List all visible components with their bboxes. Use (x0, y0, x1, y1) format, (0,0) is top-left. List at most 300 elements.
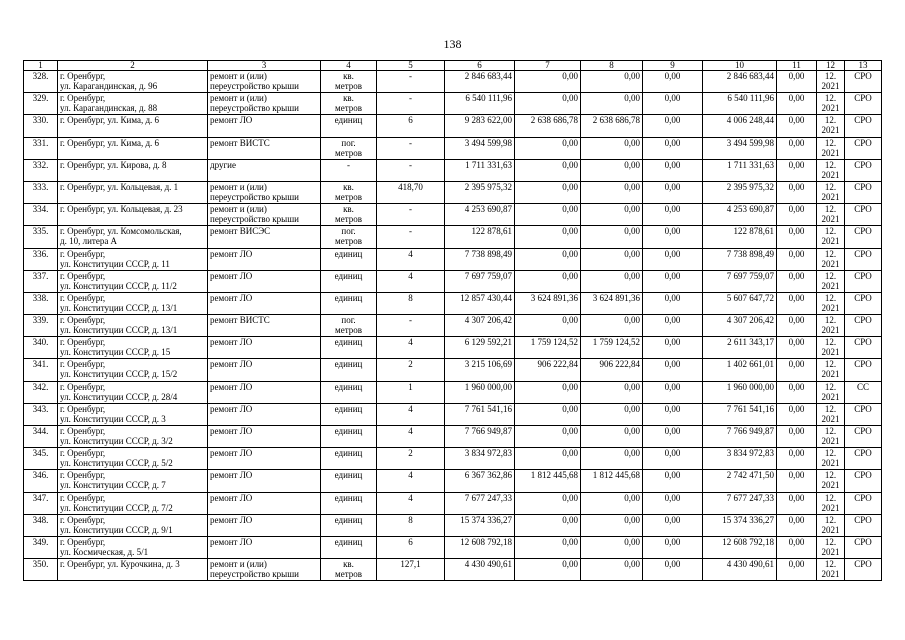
table-cell: 334. (24, 204, 58, 226)
table-cell: 338. (24, 292, 58, 314)
table-cell: 0,00 (777, 359, 817, 381)
table-cell: ремонт ЛО (208, 470, 321, 492)
table-cell: 12. 2021 (817, 292, 845, 314)
table-cell: 0,00 (777, 514, 817, 536)
table-cell: 328. (24, 71, 58, 93)
column-header: 6 (445, 61, 515, 71)
table-cell: 12. 2021 (817, 337, 845, 359)
table-cell: 0,00 (515, 381, 581, 403)
table-cell: 0,00 (777, 270, 817, 292)
table-row (24, 514, 882, 536)
table-cell: 348. (24, 514, 58, 536)
table-row (24, 292, 882, 314)
table-cell: 12. 2021 (817, 115, 845, 137)
table-cell: СРО (845, 359, 882, 381)
table-cell: 0,00 (581, 559, 643, 581)
table-cell: г. Оренбург, ул. Комсомольская, д. 10, литера А (58, 226, 208, 248)
table-row (24, 403, 882, 425)
table-cell: г. Оренбург, ул. Кольцевая, д. 23 (58, 204, 208, 226)
table-cell: г. Оренбург, ул. Конституции СССР, д. 28/4 (58, 381, 208, 403)
table-row (24, 93, 882, 115)
table-cell: 0,00 (581, 71, 643, 93)
table-cell: г. Оренбург, ул. Космическая, д. 5/1 (58, 536, 208, 558)
table-cell: 332. (24, 159, 58, 181)
table-cell: 341. (24, 359, 58, 381)
table-cell: 4 307 206,42 (703, 315, 777, 337)
table-cell: 0,00 (777, 248, 817, 270)
table-row (24, 204, 882, 226)
table-cell: 7 766 949,87 (445, 426, 515, 448)
table-cell: 7 738 898,49 (445, 248, 515, 270)
table-cell: 0,00 (777, 337, 817, 359)
table-cell: 0,00 (643, 226, 703, 248)
table-cell: 0,00 (515, 137, 581, 159)
table-cell: СРО (845, 403, 882, 425)
table-cell: 12. 2021 (817, 248, 845, 270)
table-cell: 2 (377, 448, 445, 470)
table-cell: 906 222,84 (581, 359, 643, 381)
table-cell: 0,00 (643, 137, 703, 159)
table-row (24, 71, 882, 93)
table-cell: СРО (845, 248, 882, 270)
table-cell: 0,00 (515, 448, 581, 470)
table-cell: 1 402 661,01 (703, 359, 777, 381)
table-cell: 346. (24, 470, 58, 492)
table-cell: 2 846 683,44 (445, 71, 515, 93)
table-cell: г. Оренбург, ул. Конституции СССР, д. 15/2 (58, 359, 208, 381)
table-cell: 127,1 (377, 559, 445, 581)
table-cell: ремонт и (или) переустройство крыши (208, 71, 321, 93)
table-cell: ремонт и (или) переустройство крыши (208, 559, 321, 581)
table-cell: СРО (845, 137, 882, 159)
table-cell: СРО (845, 559, 882, 581)
table-cell: 0,00 (777, 315, 817, 337)
table-cell: единиц (321, 359, 377, 381)
table-cell: 4 (377, 426, 445, 448)
table-cell: СРО (845, 514, 882, 536)
table-cell: СРО (845, 536, 882, 558)
table-cell: ремонт ЛО (208, 448, 321, 470)
table-cell: г. Оренбург, ул. Конституции СССР, д. 11/2 (58, 270, 208, 292)
table-cell: 12. 2021 (817, 315, 845, 337)
table-row (24, 448, 882, 470)
table-cell: 1 711 331,63 (703, 159, 777, 181)
table-cell: 0,00 (777, 381, 817, 403)
table-cell: 7 766 949,87 (703, 426, 777, 448)
table-cell: 0,00 (581, 204, 643, 226)
table-cell: 0,00 (515, 93, 581, 115)
table-cell: 0,00 (643, 403, 703, 425)
table-cell: 0,00 (515, 226, 581, 248)
table-cell: 3 215 106,69 (445, 359, 515, 381)
table-cell: 7 738 898,49 (703, 248, 777, 270)
table-cell: 6 540 111,96 (703, 93, 777, 115)
table-row (24, 181, 882, 203)
page-number: 138 (443, 37, 462, 51)
table-cell: 0,00 (515, 270, 581, 292)
table-cell: 906 222,84 (515, 359, 581, 381)
column-header: 3 (208, 61, 321, 71)
table-cell: 0,00 (643, 93, 703, 115)
table-row (24, 137, 882, 159)
table-cell: единиц (321, 426, 377, 448)
table-cell: 1 759 124,52 (581, 337, 643, 359)
table-cell: 2 742 471,50 (703, 470, 777, 492)
table-cell: 2 (377, 359, 445, 381)
table-cell: 418,70 (377, 181, 445, 203)
table-cell: г. Оренбург, ул. Кирова, д. 8 (58, 159, 208, 181)
table-cell: г. Оренбург, ул. Конституции СССР, д. 7/2 (58, 492, 208, 514)
table-cell: 0,00 (581, 93, 643, 115)
table-cell: 0,00 (515, 536, 581, 558)
table-cell: ремонт ЛО (208, 337, 321, 359)
table-cell: 4 (377, 403, 445, 425)
table-cell: г. Оренбург, ул. Кима, д. 6 (58, 115, 208, 137)
column-header: 4 (321, 61, 377, 71)
table-cell: 0,00 (581, 426, 643, 448)
table-cell: 12. 2021 (817, 204, 845, 226)
table-cell: 0,00 (643, 159, 703, 181)
table-row (24, 536, 882, 558)
table-cell: 4 (377, 337, 445, 359)
table-cell: 0,00 (777, 559, 817, 581)
table-cell: 345. (24, 448, 58, 470)
table-row (24, 426, 882, 448)
table-cell: 0,00 (643, 292, 703, 314)
table-cell: 2 395 975,32 (445, 181, 515, 203)
table-cell: 9 283 622,00 (445, 115, 515, 137)
table-row (24, 115, 882, 137)
table-cell: СРО (845, 115, 882, 137)
table-cell: 4 (377, 470, 445, 492)
column-header: 1 (24, 61, 58, 71)
table-cell: 0,00 (643, 470, 703, 492)
table-cell: г. Оренбург, ул. Конституции СССР, д. 3 (58, 403, 208, 425)
table-cell: СС (845, 381, 882, 403)
table-cell: 0,00 (643, 337, 703, 359)
table-cell: 15 374 336,27 (445, 514, 515, 536)
table-cell: другие (208, 159, 321, 181)
table-cell: 8 (377, 514, 445, 536)
table-cell: 0,00 (777, 470, 817, 492)
table-cell: 349. (24, 536, 58, 558)
table-cell: 0,00 (515, 159, 581, 181)
table-cell: 15 374 336,27 (703, 514, 777, 536)
table-row (24, 470, 882, 492)
table-cell: кв. метров (321, 204, 377, 226)
table-cell: СРО (845, 71, 882, 93)
table-cell: ремонт ЛО (208, 492, 321, 514)
table-cell: г. Оренбург, ул. Конституции СССР, д. 3/2 (58, 426, 208, 448)
table-cell: 340. (24, 337, 58, 359)
table-cell: 0,00 (777, 181, 817, 203)
table-cell: 0,00 (515, 426, 581, 448)
table-cell: 1 711 331,63 (445, 159, 515, 181)
table-cell: СРО (845, 292, 882, 314)
table-cell: 0,00 (515, 492, 581, 514)
table-cell: 6 (377, 536, 445, 558)
table-cell: ремонт и (или) переустройство крыши (208, 204, 321, 226)
table-cell: СРО (845, 470, 882, 492)
table-cell: - (321, 159, 377, 181)
table-cell: СРО (845, 226, 882, 248)
table-cell: ремонт ЛО (208, 359, 321, 381)
table-cell: ремонт ВИСТС (208, 315, 321, 337)
table-cell: 0,00 (581, 137, 643, 159)
table-row (24, 248, 882, 270)
table-cell: пог. метров (321, 226, 377, 248)
table-cell: 1 812 445,68 (515, 470, 581, 492)
table-cell: 4 (377, 270, 445, 292)
table-cell: 0,00 (643, 559, 703, 581)
table-cell: 12. 2021 (817, 448, 845, 470)
table-cell: 0,00 (643, 204, 703, 226)
table-cell: 6 129 592,21 (445, 337, 515, 359)
table-cell: ремонт ЛО (208, 536, 321, 558)
table-cell: 7 697 759,07 (703, 270, 777, 292)
table-cell: 331. (24, 137, 58, 159)
table-cell: - (377, 71, 445, 93)
register-table (23, 60, 882, 581)
table-cell: единиц (321, 270, 377, 292)
table-cell: единиц (321, 514, 377, 536)
table-cell: единиц (321, 492, 377, 514)
table-cell: 0,00 (643, 115, 703, 137)
table-cell: 0,00 (777, 448, 817, 470)
table-cell: 0,00 (515, 204, 581, 226)
table-cell: 6 (377, 115, 445, 137)
table-cell: 2 611 343,17 (703, 337, 777, 359)
table-cell: 4 253 690,87 (703, 204, 777, 226)
column-header: 10 (703, 61, 777, 71)
table-cell: 12. 2021 (817, 536, 845, 558)
table-cell: 0,00 (777, 159, 817, 181)
table-cell: 0,00 (643, 181, 703, 203)
table-cell: г. Оренбург, ул. Конституции СССР, д. 9/1 (58, 514, 208, 536)
table-cell: 344. (24, 426, 58, 448)
table-cell: 0,00 (643, 492, 703, 514)
table-row (24, 492, 882, 514)
table-cell: 12. 2021 (817, 137, 845, 159)
table-cell: 0,00 (581, 270, 643, 292)
table-cell: 1 960 000,00 (445, 381, 515, 403)
table-cell: 0,00 (777, 71, 817, 93)
table-cell: 6 540 111,96 (445, 93, 515, 115)
table-cell: 0,00 (515, 248, 581, 270)
column-header: 13 (845, 61, 882, 71)
table-cell: г. Оренбург, ул. Курочкина, д. 3 (58, 559, 208, 581)
table-cell: 3 624 891,36 (581, 292, 643, 314)
table-cell: 4 (377, 492, 445, 514)
table-cell: 0,00 (581, 403, 643, 425)
table-cell: СРО (845, 492, 882, 514)
table-cell: 336. (24, 248, 58, 270)
table-cell: 329. (24, 93, 58, 115)
table-cell: - (377, 204, 445, 226)
table-cell: 12. 2021 (817, 359, 845, 381)
table-row (24, 315, 882, 337)
table-cell: ремонт ЛО (208, 115, 321, 137)
table-row (24, 159, 882, 181)
table-cell: 122 878,61 (445, 226, 515, 248)
table-cell: 0,00 (643, 248, 703, 270)
table-cell: 12. 2021 (817, 270, 845, 292)
table-cell: ремонт и (или) переустройство крыши (208, 181, 321, 203)
table-cell: 0,00 (515, 315, 581, 337)
table-row (24, 559, 882, 581)
table-cell: 1 812 445,68 (581, 470, 643, 492)
table-cell: кв. метров (321, 181, 377, 203)
table-cell: 0,00 (515, 71, 581, 93)
table-cell: 0,00 (515, 559, 581, 581)
column-header: 7 (515, 61, 581, 71)
column-header: 12 (817, 61, 845, 71)
table-cell: г. Оренбург, ул. Конституции СССР, д. 7 (58, 470, 208, 492)
table-cell: пог. метров (321, 137, 377, 159)
column-header: 8 (581, 61, 643, 71)
table-cell: 12. 2021 (817, 492, 845, 514)
table-cell: единиц (321, 248, 377, 270)
table-cell: 0,00 (777, 403, 817, 425)
table-cell: СРО (845, 426, 882, 448)
table-cell: 0,00 (777, 115, 817, 137)
table-cell: единиц (321, 337, 377, 359)
table-cell: 12 608 792,18 (445, 536, 515, 558)
table-cell: 3 494 599,98 (703, 137, 777, 159)
table-cell: 7 761 541,16 (445, 403, 515, 425)
table-cell: СРО (845, 181, 882, 203)
table-cell: 335. (24, 226, 58, 248)
table-cell: 12. 2021 (817, 470, 845, 492)
table-cell: 0,00 (581, 315, 643, 337)
table-cell: 12. 2021 (817, 181, 845, 203)
table-cell: ремонт ЛО (208, 248, 321, 270)
table-cell: СРО (845, 270, 882, 292)
table-cell: 342. (24, 381, 58, 403)
table-cell: единиц (321, 536, 377, 558)
table-cell: 12 857 430,44 (445, 292, 515, 314)
table-cell: г. Оренбург, ул. Карагандинская, д. 88 (58, 93, 208, 115)
table-cell: 7 761 541,16 (703, 403, 777, 425)
table-cell: ремонт ЛО (208, 514, 321, 536)
table-cell: - (377, 159, 445, 181)
table-cell: 0,00 (581, 159, 643, 181)
table-row (24, 381, 882, 403)
table-cell: 12 608 792,18 (703, 536, 777, 558)
column-header: 2 (58, 61, 208, 71)
table-cell: 0,00 (777, 536, 817, 558)
table-cell: кв. метров (321, 71, 377, 93)
table-cell: ремонт ЛО (208, 403, 321, 425)
table-cell: 2 395 975,32 (703, 181, 777, 203)
table-cell: 0,00 (581, 226, 643, 248)
table-cell: 0,00 (643, 71, 703, 93)
table-cell: 0,00 (515, 181, 581, 203)
table-cell: 8 (377, 292, 445, 314)
table-cell: 0,00 (581, 536, 643, 558)
table-cell: 343. (24, 403, 58, 425)
table-cell: 1 960 000,00 (703, 381, 777, 403)
table-cell: г. Оренбург, ул. Карагандинская, д. 96 (58, 71, 208, 93)
table-cell: 0,00 (643, 536, 703, 558)
table-cell: 12. 2021 (817, 226, 845, 248)
table-cell: 12. 2021 (817, 514, 845, 536)
table-cell: 0,00 (777, 426, 817, 448)
table-cell: 3 834 972,83 (445, 448, 515, 470)
table-cell: 7 677 247,33 (445, 492, 515, 514)
table-cell: ремонт ЛО (208, 381, 321, 403)
table-cell: СРО (845, 93, 882, 115)
table-cell: 0,00 (777, 93, 817, 115)
table-cell: ремонт ВИСТС (208, 137, 321, 159)
table-cell: пог. метров (321, 315, 377, 337)
table-cell: единиц (321, 448, 377, 470)
table-cell: 4 430 490,61 (703, 559, 777, 581)
table-row (24, 359, 882, 381)
table-cell: 12. 2021 (817, 381, 845, 403)
table-row (24, 226, 882, 248)
table-cell: 4 (377, 248, 445, 270)
table-cell: 0,00 (777, 292, 817, 314)
table-cell: 4 307 206,42 (445, 315, 515, 337)
table-cell: 0,00 (581, 181, 643, 203)
table-cell: 1 759 124,52 (515, 337, 581, 359)
table-cell: 0,00 (643, 315, 703, 337)
table-cell: единиц (321, 381, 377, 403)
table-cell: кв. метров (321, 559, 377, 581)
table-cell: СРО (845, 337, 882, 359)
table-cell: 4 253 690,87 (445, 204, 515, 226)
table-cell: 2 846 683,44 (703, 71, 777, 93)
table-cell: 7 677 247,33 (703, 492, 777, 514)
table-cell: 0,00 (581, 492, 643, 514)
table-cell: 0,00 (581, 448, 643, 470)
column-header: 5 (377, 61, 445, 71)
table-cell: 333. (24, 181, 58, 203)
table-cell: 0,00 (777, 226, 817, 248)
table-cell: единиц (321, 470, 377, 492)
table-cell: 12. 2021 (817, 71, 845, 93)
table-cell: г. Оренбург, ул. Кима, д. 6 (58, 137, 208, 159)
table-cell: 0,00 (643, 514, 703, 536)
table-cell: кв. метров (321, 93, 377, 115)
table-cell: 0,00 (515, 514, 581, 536)
table-cell: 0,00 (643, 381, 703, 403)
table-cell: 6 367 362,86 (445, 470, 515, 492)
table-cell: 12. 2021 (817, 93, 845, 115)
header-row (24, 61, 882, 71)
table-cell: 12. 2021 (817, 159, 845, 181)
table-cell: ремонт ВИСЭС (208, 226, 321, 248)
table-cell: 339. (24, 315, 58, 337)
table-cell: 0,00 (777, 204, 817, 226)
table-cell: г. Оренбург, ул. Конституции СССР, д. 13/1 (58, 292, 208, 314)
table-row (24, 270, 882, 292)
table-cell: СРО (845, 315, 882, 337)
table-cell: - (377, 315, 445, 337)
table-cell: 0,00 (581, 514, 643, 536)
table-cell: ремонт ЛО (208, 270, 321, 292)
table-cell: единиц (321, 403, 377, 425)
table-cell: 337. (24, 270, 58, 292)
table-cell: 2 638 686,78 (581, 115, 643, 137)
table-cell: 3 624 891,36 (515, 292, 581, 314)
table-cell: 4 430 490,61 (445, 559, 515, 581)
table-cell: г. Оренбург, ул. Кольцевая, д. 1 (58, 181, 208, 203)
table-cell: 0,00 (581, 248, 643, 270)
table-cell: 1 (377, 381, 445, 403)
table-cell: 12. 2021 (817, 403, 845, 425)
